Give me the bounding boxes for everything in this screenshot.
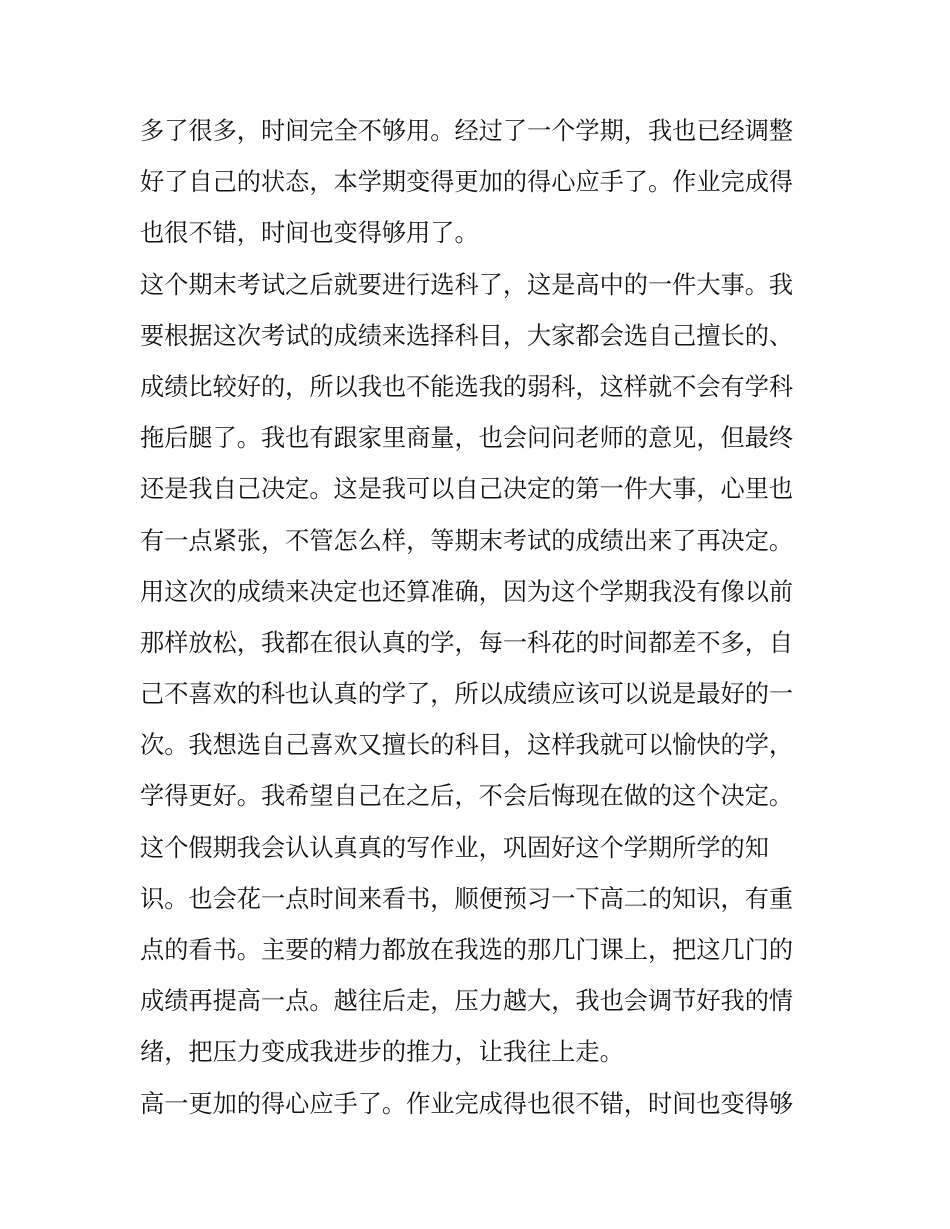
text-line: 高一更加的得心应手了。作业完成得也很不错，时间也变得够 xyxy=(140,1089,794,1118)
text-line: 次。我想选自己喜欢又擅长的科目，这样我就可以愉快的学， xyxy=(140,731,794,760)
text-line: 己不喜欢的科也认真的学了，所以成绩应该可以说是最好的一 xyxy=(140,680,794,709)
text-line: 那样放松，我都在很认真的学，每一科花的时间都差不多，自 xyxy=(140,628,794,657)
document-body xyxy=(140,106,820,1130)
text-line: 这个期末考试之后就要进行选科了，这是高中的一件大事。我 xyxy=(140,270,794,299)
text-line: 点的看书。主要的精力都放在我选的那几门课上，把这几门的 xyxy=(140,936,794,964)
text-line: 多了很多，时间完全不够用。经过了一个学期，我也已经调整 xyxy=(140,117,794,145)
text-line: 也很不错，时间也变得够用了。 xyxy=(140,219,479,248)
text-line: 还是我自己决定。这是我可以自己决定的第一件大事，心里也 xyxy=(140,475,794,504)
text-line: 成绩再提高一点。越往后走，压力越大，我也会调节好我的情 xyxy=(140,987,794,1016)
text-line: 要根据这次考试的成绩来选择科目，大家都会选自己擅长的、 xyxy=(140,321,794,350)
text-line: 有一点紧张，不管怎么样，等期末考试的成绩出来了再决定。 xyxy=(140,526,794,555)
text-line: 好了自己的状态，本学期变得更加的得心应手了。作业完成得 xyxy=(140,168,794,197)
text-line: 拖后腿了。我也有跟家里商量，也会问问老师的意见，但最终 xyxy=(140,424,794,453)
text-line: 用这次的成绩来决定也还算准确，因为这个学期我没有像以前 xyxy=(140,577,794,606)
text-line: 识。也会花一点时间来看书，顺便预习一下高二的知识，有重 xyxy=(140,884,794,913)
text-line: 这个假期我会认认真真的写作业，巩固好这个学期所学的知 xyxy=(140,833,769,862)
text-line: 成绩比较好的，所以我也不能选我的弱科，这样就不会有学科 xyxy=(140,372,794,401)
text-line: 绪，把压力变成我进步的推力，让我往上走。 xyxy=(140,1038,624,1067)
text-line: 学得更好。我希望自己在之后，不会后悔现在做的这个决定。 xyxy=(140,782,794,811)
